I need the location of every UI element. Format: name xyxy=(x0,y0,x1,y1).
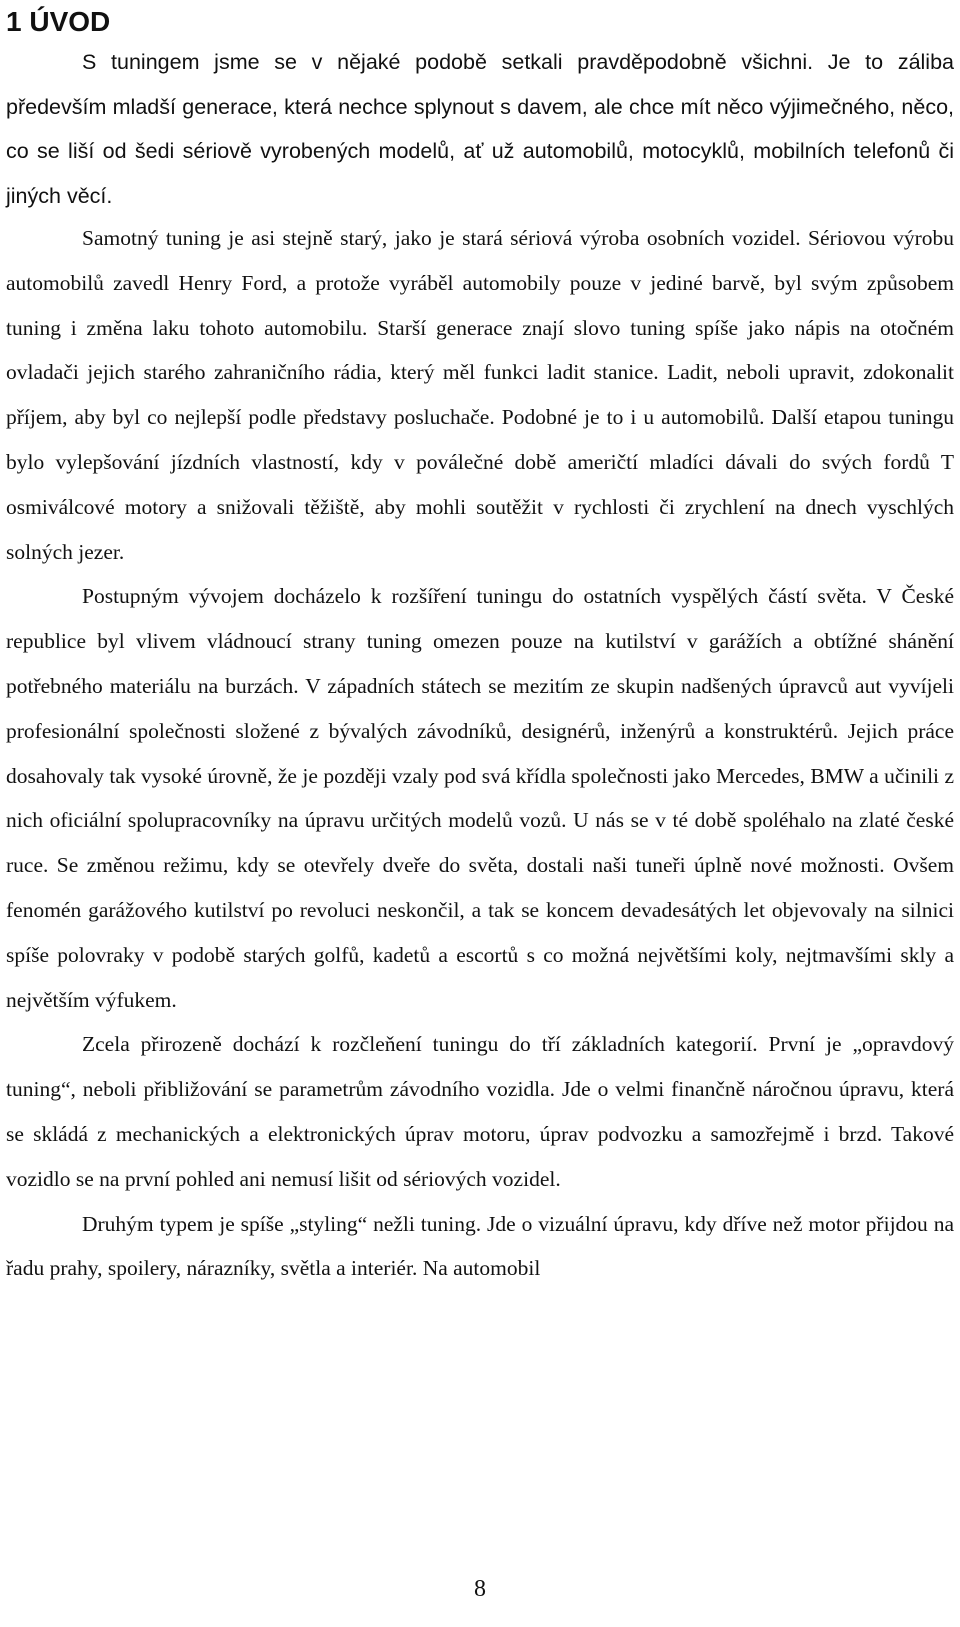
paragraph-development: Postupným vývojem docházelo k rozšíření tuningu do ostatních vyspělých částí světa. V České republice byl vlivem vládnoucí strany tuning omezen pouze na kutilství v garážích a obtížné shánění potřebného materiálu na burzách. V západních státech se mezitím ze skupin nadšených úpravců aut vyvíjeli profesionální společnosti složené z bývalých závodníků, designérů, inženýrů a konstruktérů. Jejich práce dosahovaly tak vysoké úrovně, že je později vzaly pod svá křídla společnosti jako Mercedes, BMW a učinili z nich oficiální spolupracovníky na úpravu určitých modelů vozů. U nás se v té době spoléhalo na zlaté české ruce. Se změnou režimu, kdy se otevřely dveře do světa, dostali naši tuneři úplně nové možnosti. Ovšem fenomén garážového kutilství po revoluci neskončil, a tak se koncem devadesátých let objevovaly na silnici spíše polovraky v podobě starých golfů, kadetů a escortů s co možná největšími koly, nejtmavšími skly a největším výfukem. xyxy=(6,584,954,1012)
document-page xyxy=(6,0,954,1627)
paragraph-history: Samotný tuning je asi stejně starý, jako je stará sériová výroba osobních vozidel. Sériovou výrobu automobilů zavedl Henry Ford, a protože vyráběl automobily pouze v jediné barvě, byl svým způsobem tuning i změna laku tohoto automobilu. Starší generace znají slovo tuning spíše jako nápis na otočném ovladači jejich starého zahraničního rádia, který měl funkci ladit stanice. Ladit, neboli upravit, zdokonalit příjem, aby byl co nejlepší podle představy posluchače. Podobné je to i u automobilů. Další etapou tuningu bylo vylepšování jízdních vlastností, kdy v poválečné době američtí mladíci dávali do svých fordů T osmiválcové motory a snižovali těžiště, aby mohli soutěžit v rychlosti či zrychlení na dnech vyschlých solných jezer. xyxy=(6,226,954,564)
intro-paragraph: S tuningem jsme se v nějaké podobě setkali pravděpodobně všichni. Je to záliba především mladší generace, která nechce splynout s davem, ale chce mít něco výjimečného, něco, co se liší od šedi sériově vyrobených modelů, ať už automobilů, motocyklů, mobilních telefonů či jiných věcí. xyxy=(6,50,954,208)
section-heading: 1 ÚVOD xyxy=(6,6,111,37)
body-text xyxy=(6,216,954,1291)
page-number: 8 xyxy=(474,1576,486,1602)
paragraph-styling: Druhým typem je spíše „styling“ nežli tuning. Jde o vizuální úpravu, kdy dříve než motor přijdou na řadu prahy, spoilery, nárazníky, světla a interiér. Na automobil xyxy=(6,1211,954,1281)
paragraph-categories: Zcela přirozeně dochází k rozčleňení tuningu do tří základních kategorií. První je „opravdový tuning“, neboli přibližování se parametrům závodního vozidla. Jde o velmi finančně náročnou úpravu, která se skládá z mechanických a elektronických úprav motoru, úprav podvozku a samozřejmě i brzd. Takové vozidlo se na první pohled ani nemusí lišit od sériových vozidel. xyxy=(6,1032,954,1191)
